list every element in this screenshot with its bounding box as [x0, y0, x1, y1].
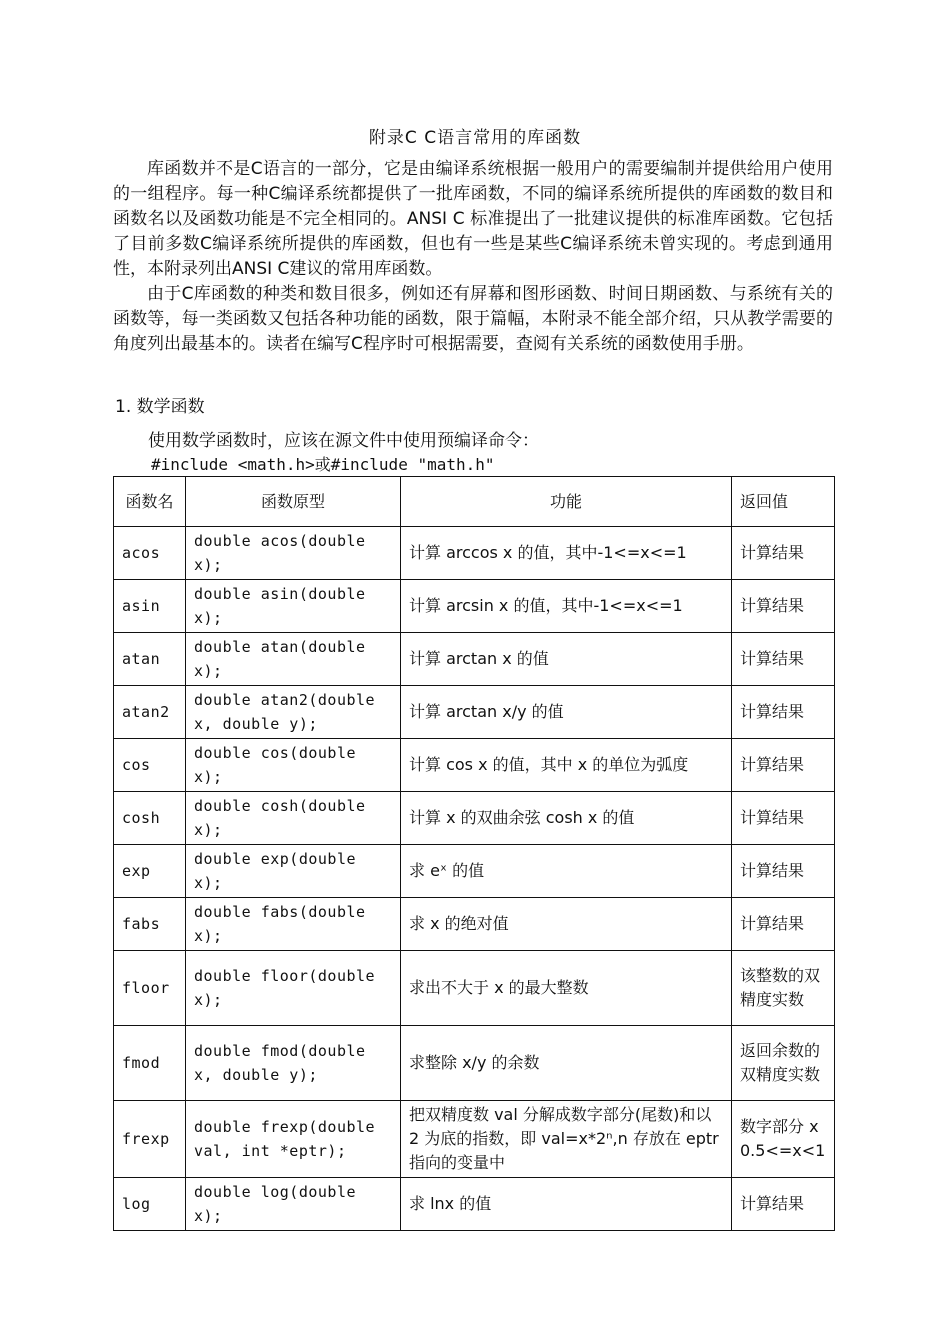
func-prototype: double cosh(double x);	[186, 792, 401, 845]
math-functions-table	[113, 476, 835, 1231]
table-row	[114, 686, 835, 739]
func-description: 计算 cos x 的值，其中 x 的单位为弧度	[401, 739, 732, 792]
func-description: 计算 arctan x 的值	[401, 633, 732, 686]
func-name: acos	[114, 527, 186, 580]
func-description: 计算 arcsin x 的值，其中-1<=x<=1	[401, 580, 732, 633]
include-directive: #include <math.h>或#include "math.h"	[151, 455, 495, 474]
intro-paragraph-1: 库函数并不是C语言的一部分，它是由编译系统根据一般用户的需要编制并提供给用户使用的一组程序。每一种C编译系统都提供了一批库函数，不同的编译系统所提供的库函数的数目和函数名以及函数功能是不完全相同的。ANSI C 标准提出了一批建议提供的标准库函数。它包括了目前多数C编译系统所提供的库函数，但也有一些是某些C编译系统未曾实现的。考虑到通用性，本附录列出ANSI C建议的常用库函数。	[113, 159, 833, 279]
func-return: 返回余数的双精度实数	[732, 1026, 835, 1101]
func-prototype: double asin(double x);	[186, 580, 401, 633]
func-name: frexp	[114, 1101, 186, 1178]
table-row	[114, 739, 835, 792]
table-row	[114, 1101, 835, 1178]
func-name: fabs	[114, 898, 186, 951]
func-description: 计算 arctan x/y 的值	[401, 686, 732, 739]
func-description: 求 lnx 的值	[401, 1178, 732, 1231]
func-return: 计算结果	[732, 1178, 835, 1231]
func-prototype: double fabs(double x);	[186, 898, 401, 951]
func-return: 计算结果	[732, 845, 835, 898]
func-description: 求出不大于 x 的最大整数	[401, 951, 732, 1026]
func-prototype: double floor(double x);	[186, 951, 401, 1026]
func-description: 求 eˣ 的值	[401, 845, 732, 898]
func-return: 该整数的双精度实数	[732, 951, 835, 1026]
func-name: atan	[114, 633, 186, 686]
func-description: 计算 x 的双曲余弦 cosh x 的值	[401, 792, 732, 845]
usage-note: 使用数学函数时，应该在源文件中使用预编译命令：	[148, 431, 539, 451]
func-description: 求整除 x/y 的余数	[401, 1026, 732, 1101]
func-name: log	[114, 1178, 186, 1231]
func-name: cosh	[114, 792, 186, 845]
table-row	[114, 633, 835, 686]
table-row	[114, 898, 835, 951]
table-row	[114, 527, 835, 580]
header-return: 返回值	[732, 477, 835, 527]
func-prototype: double fmod(double x, double y);	[186, 1026, 401, 1101]
func-prototype: double exp(double x);	[186, 845, 401, 898]
func-name: asin	[114, 580, 186, 633]
func-prototype: double frexp(double val, int *eptr);	[186, 1101, 401, 1178]
func-return: 计算结果	[732, 686, 835, 739]
table-row	[114, 1178, 835, 1231]
func-return: 计算结果	[732, 633, 835, 686]
func-name: atan2	[114, 686, 186, 739]
func-name: floor	[114, 951, 186, 1026]
page-title: 附录C C语言常用的库函数	[368, 128, 582, 148]
func-prototype: double log(double x);	[186, 1178, 401, 1231]
intro-paragraph-2: 由于C库函数的种类和数目很多，例如还有屏幕和图形函数、时间日期函数、与系统有关的函数等，每一类函数又包括各种功能的函数，限于篇幅，本附录不能全部介绍，只从教学需要的角度列出最基本的。读者在编写C程序时可根据需要，查阅有关系统的函数使用手册。	[113, 284, 833, 354]
table-header-row	[114, 477, 835, 527]
func-return: 计算结果	[732, 739, 835, 792]
section-heading: 1. 数学函数	[115, 397, 205, 417]
table-row	[114, 951, 835, 1026]
table-row	[114, 792, 835, 845]
func-description: 计算 arccos x 的值，其中-1<=x<=1	[401, 527, 732, 580]
func-prototype: double acos(double x);	[186, 527, 401, 580]
header-prototype: 函数原型	[186, 477, 401, 527]
func-name: exp	[114, 845, 186, 898]
func-name: cos	[114, 739, 186, 792]
func-return: 计算结果	[732, 898, 835, 951]
func-prototype: double cos(double x);	[186, 739, 401, 792]
func-return: 计算结果	[732, 527, 835, 580]
func-description: 求 x 的绝对值	[401, 898, 732, 951]
func-prototype: double atan(double x);	[186, 633, 401, 686]
func-description: 把双精度数 val 分解成数字部分(尾数)和以 2 为底的指数，即 val=x*2ⁿ,n 存放在 eptr 指向的变量中	[401, 1101, 732, 1178]
func-return: 计算结果	[732, 792, 835, 845]
table-row	[114, 580, 835, 633]
func-prototype: double atan2(double x, double y);	[186, 686, 401, 739]
func-return: 计算结果	[732, 580, 835, 633]
table-row	[114, 1026, 835, 1101]
func-name: fmod	[114, 1026, 186, 1101]
table-row	[114, 845, 835, 898]
header-name: 函数名	[114, 477, 186, 527]
func-return: 数字部分 x 0.5<=x<1	[732, 1101, 835, 1178]
header-function: 功能	[401, 477, 732, 527]
